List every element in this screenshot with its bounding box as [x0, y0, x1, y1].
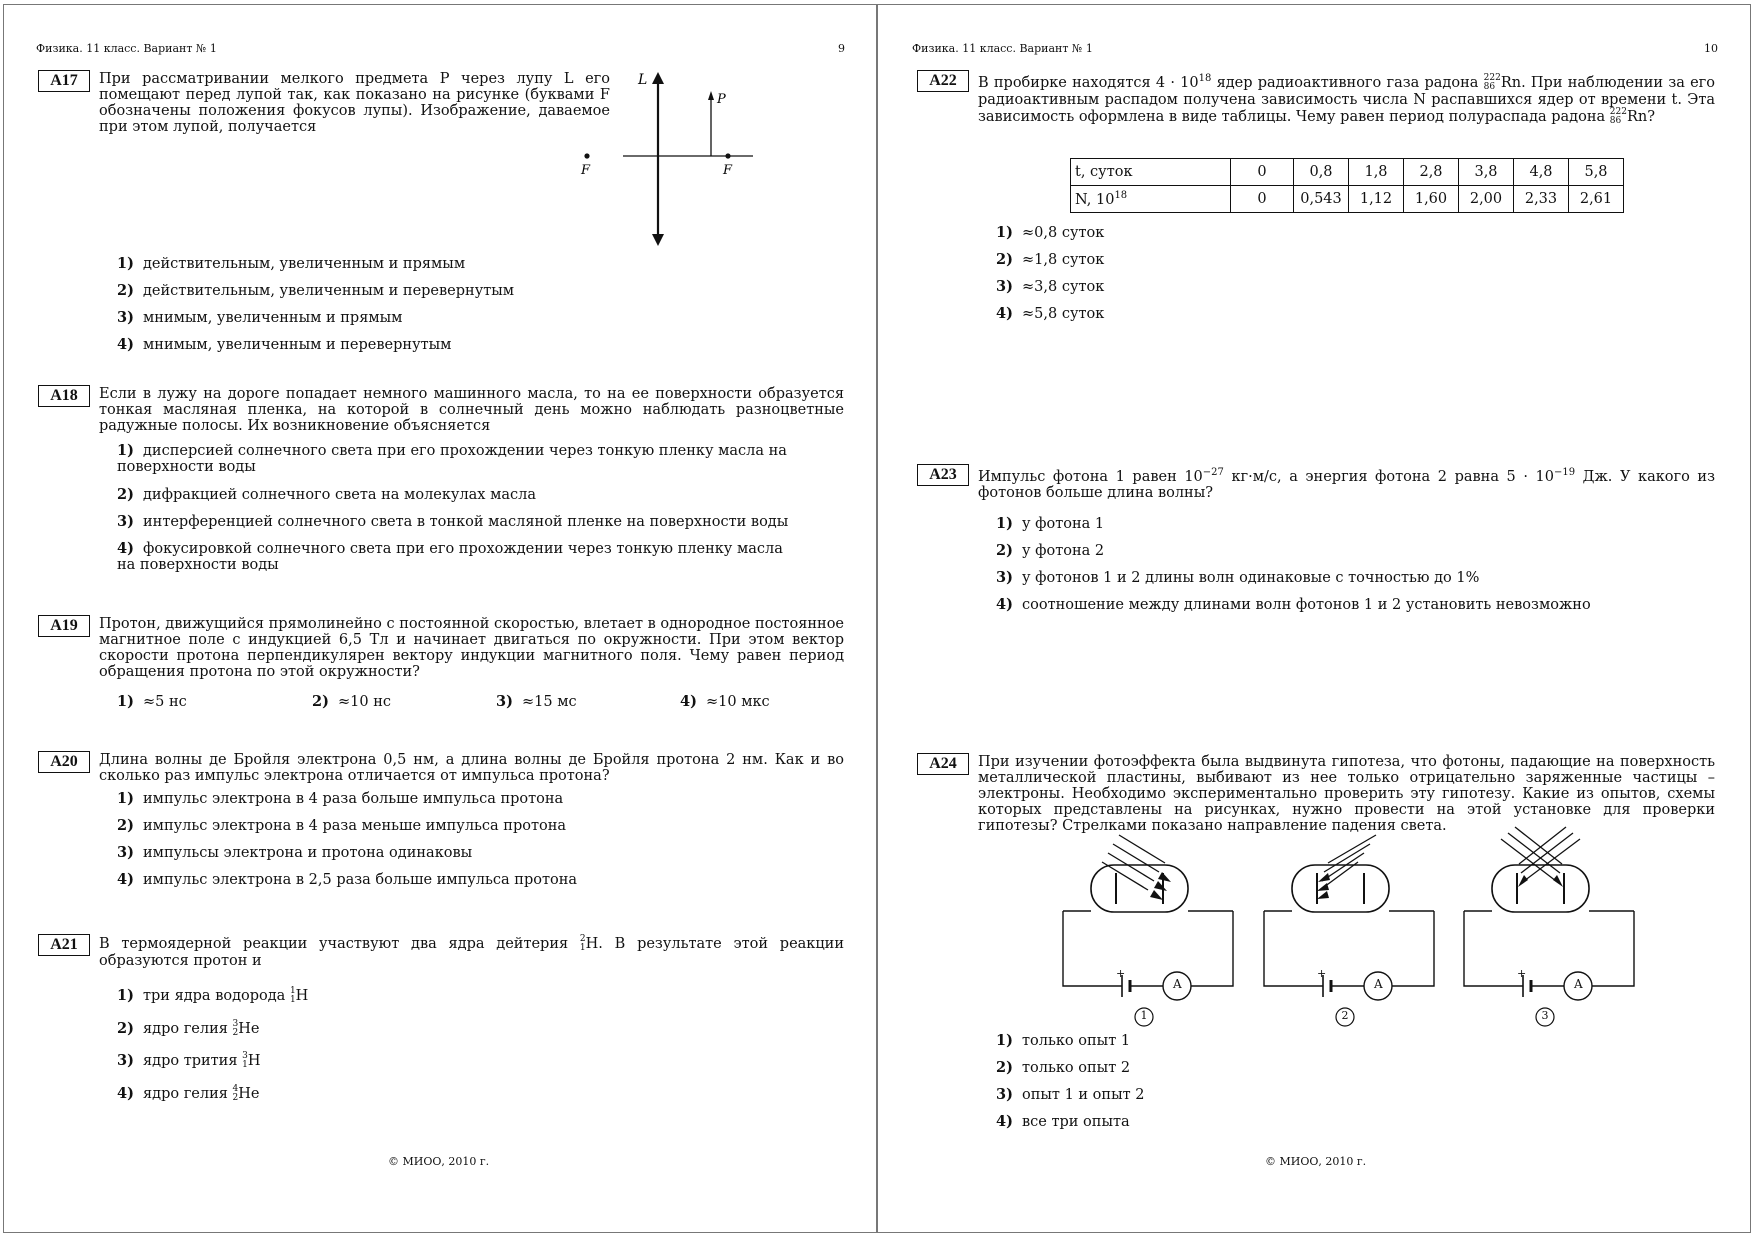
light-ray: [1102, 862, 1148, 890]
focus-right-label: F: [723, 163, 733, 178]
question-label: A21: [38, 934, 90, 956]
option-1[interactable]: 1) только опыт 1: [996, 1032, 1131, 1049]
scheme-number: 1: [1140, 1009, 1148, 1022]
option-4[interactable]: 4) мнимым, увеличенным и перевернутым: [117, 336, 452, 353]
focus-right-point: [725, 153, 730, 158]
ray-arrowhead: [1518, 875, 1528, 887]
ray-arrowhead: [1553, 875, 1563, 887]
option-4[interactable]: 4) ядро гелия 4 2 He: [117, 1084, 260, 1103]
cell: 2,61: [1569, 186, 1624, 213]
ammeter-label: A: [1574, 977, 1583, 991]
question-text: При изучении фотоэффекта была выдвинута гипотеза, что фотоны, падающие на поверхность металлической пластины, выбивают из нее только отрицательно заряженные частицы – электроны. Необходимо экспериментально проверить эту гипотезу. Какие из опытов, схемы которых представлены на рисунках, нужно провести на этой установке для проверки гипотезы? Стрелками показано направление падения света.: [978, 754, 1715, 834]
option-2[interactable]: 2) у фотона 2: [996, 542, 1105, 559]
option-3[interactable]: 3) мнимым, увеличенным и прямым: [117, 309, 403, 326]
question-text: Если в лужу на дороге попадает немного машинного масла, то на ее поверхности образуется тонкая масляная пленка, на которой в солнечный день можно наблюдать разноцветные радужные полосы. Их возникновение объясняется: [99, 386, 844, 434]
question-a19: [38, 615, 848, 715]
ray-arrowhead: [1318, 873, 1330, 882]
header-title: Физика. 11 класс. Вариант № 1: [912, 42, 1093, 55]
ray-arrowhead: [1158, 872, 1171, 882]
footer: © МИОО, 2010 г.: [388, 1155, 490, 1168]
page-10: [877, 4, 1751, 1233]
photocell-tube: [1292, 865, 1389, 912]
photocell-tube: [1492, 865, 1589, 912]
option-4[interactable]: 4) ≈5,8 суток: [996, 305, 1105, 322]
ray-arrowhead: [1317, 891, 1329, 899]
option-3[interactable]: 3) интерференцией солнечного света в тонкой масляной пленке на поверхности воды: [117, 513, 789, 530]
light-ray: [1113, 844, 1159, 872]
option-1[interactable]: 1) дисперсией солнечного света при его прохождении через тонкую пленку масла на поверхности воды: [117, 442, 787, 475]
question-text: В пробирке находятся $4 \cdot 10^{18}$ ядер радиоактивного газа радона 222 86 Rn. При наблюдении за его радиоактивным распадом получена зависимость числа N распавшихся ядер от времени t. Эта зависимость оформлена в виде таблицы. Чему равен период полураспада радона 222 86 Rn?: [978, 72, 1715, 126]
option-4[interactable]: 4) соотношение между длинами волн фотонов 1 и 2 установить невозможно: [996, 596, 1591, 613]
question-a21: [38, 934, 848, 1114]
option-1[interactable]: 1) ≈5 нс: [117, 693, 187, 710]
cell: 0,543: [1294, 186, 1349, 213]
option-2[interactable]: 2) дифракцией солнечного света на молекулах масла: [117, 486, 536, 503]
focus-left-label: F: [581, 163, 591, 178]
light-ray: [1119, 835, 1165, 863]
wire: [1392, 911, 1434, 986]
cell: 2,00: [1459, 186, 1514, 213]
ammeter-label: A: [1173, 977, 1182, 991]
lens-figure: [38, 70, 848, 230]
option-2[interactable]: 2) ≈1,8 суток: [996, 251, 1105, 268]
option-4[interactable]: 4) импульс электрона в 2,5 раза больше импульса протона: [117, 871, 578, 888]
option-4[interactable]: 4) все три опыта: [996, 1113, 1130, 1130]
question-label: A18: [38, 385, 90, 407]
ammeter-label: A: [1374, 977, 1383, 991]
battery-plus-label: +: [1116, 967, 1126, 980]
battery-plus-label: +: [1317, 967, 1327, 980]
option-2[interactable]: 2) ≈10 нс: [312, 693, 391, 710]
wire: [1592, 911, 1634, 986]
question-label: A23: [917, 464, 969, 486]
question-label: A20: [38, 751, 90, 773]
cell: 4,8: [1514, 159, 1569, 186]
ray-arrowhead: [1150, 890, 1163, 900]
cell: 1,60: [1404, 186, 1459, 213]
lens-label: L: [638, 72, 648, 88]
light-ray: [1524, 839, 1580, 881]
light-ray: [1501, 839, 1556, 881]
cell: 0,8: [1294, 159, 1349, 186]
option-1[interactable]: 1) импульс электрона в 4 раза больше импульса протона: [117, 790, 564, 807]
cell: 1,12: [1349, 186, 1404, 213]
question-a20: [38, 751, 848, 901]
option-2[interactable]: 2) ядро гелия 3 2 He: [117, 1019, 260, 1038]
question-text: Длина волны де Бройля электрона 0,5 нм, а длина волны де Бройля протона 2 нм. Как и во сколько раз импульс электрона отличается от импульса протона?: [99, 752, 844, 784]
page-number: 10: [1704, 42, 1718, 55]
light-ray: [1324, 844, 1370, 872]
table-row: [1071, 159, 1624, 186]
question-text: Протон, движущийся прямолинейно с постоянной скоростью, влетает в однородное постоянное магнитное поле с индукцией 6,5 Тл и начинает двигаться по окружности. При этом вектор скорости протона перпендикулярен вектору индукции магнитного поля. Чему равен период обращения протона по этой окружности?: [99, 616, 845, 680]
option-2[interactable]: 2) только опыт 2: [996, 1059, 1131, 1076]
decay-table: [1070, 158, 1624, 213]
option-4[interactable]: 4) фокусировкой солнечного света при его прохождении через тонкую пленку масла на поверхности воды: [117, 540, 783, 573]
scheme-number: 2: [1341, 1009, 1349, 1022]
circuit-1: [1063, 835, 1233, 1026]
light-ray: [1108, 853, 1154, 881]
object-arrow-head: [708, 91, 714, 100]
option-1[interactable]: 1) у фотона 1: [996, 515, 1105, 532]
question-a23: [917, 464, 1727, 614]
light-ray: [1519, 827, 1566, 864]
circuit-3: [1464, 827, 1634, 1026]
lens-arrow-top: [652, 72, 664, 84]
question-text: Импульс фотона 1 равен $10^{-27}$ кг·м/с, а энергия фотона 2 равна $5 \cdot 10^{-19}$ Дж. У какого из фотонов больше длина волны?: [978, 467, 1715, 501]
page-number: 9: [838, 42, 845, 55]
option-3[interactable]: 3) импульсы электрона и протона одинаковы: [117, 844, 473, 861]
light-ray: [1521, 833, 1573, 873]
option-1[interactable]: 1) ≈0,8 суток: [996, 224, 1105, 241]
footer: © МИОО, 2010 г.: [1265, 1155, 1367, 1168]
object-label: P: [717, 92, 726, 107]
option-1[interactable]: 1) три ядра водорода 1 1 H: [117, 986, 309, 1005]
cell: 2,33: [1514, 186, 1569, 213]
battery-plus-label: +: [1517, 967, 1527, 980]
option-2[interactable]: 2) действительным, увеличенным и перевернутым: [117, 282, 515, 299]
ray-arrowhead: [1154, 881, 1167, 891]
question-text: При рассматривании мелкого предмета P через лупу L его помещают перед лупой так, как показано на рисунке (буквами F обозначены положения фокусов лупы). Изображение, даваемое при этом лупой, получается: [99, 71, 610, 135]
focus-left-point: [584, 153, 589, 158]
question-a17: [38, 70, 848, 353]
question-a18: [38, 385, 848, 575]
cell: 5,8: [1569, 159, 1624, 186]
table-row: [1071, 186, 1624, 213]
option-3[interactable]: 3) ≈3,8 суток: [996, 278, 1105, 295]
cell: 0: [1231, 186, 1294, 213]
wire: [1264, 911, 1323, 986]
cell: 0: [1231, 159, 1294, 186]
option-1[interactable]: 1) действительным, увеличенным и прямым: [117, 255, 466, 272]
question-a22: [917, 70, 1727, 340]
question-label: A19: [38, 615, 90, 637]
question-a24: [917, 753, 1727, 1133]
option-4[interactable]: 4) ≈10 мкс: [680, 693, 770, 710]
cell: 3,8: [1459, 159, 1514, 186]
lens-arrow-bottom: [652, 234, 664, 246]
question-label: A22: [917, 70, 969, 92]
row-header: N, $10^{18}$: [1071, 186, 1231, 213]
page-9: [3, 4, 877, 1233]
wire: [1191, 911, 1233, 986]
option-2[interactable]: 2) импульс электрона в 4 раза меньше импульса протона: [117, 817, 567, 834]
cell: 2,8: [1404, 159, 1459, 186]
option-3[interactable]: 3) у фотонов 1 и 2 длины волн одинаковые с точностью до 1%: [996, 569, 1480, 586]
option-3[interactable]: 3) опыт 1 и опыт 2: [996, 1086, 1145, 1103]
header-title: Физика. 11 класс. Вариант № 1: [36, 42, 217, 55]
question-label: A17: [38, 70, 90, 92]
ray-arrowhead: [1317, 883, 1329, 891]
scheme-number: 3: [1541, 1009, 1549, 1022]
option-3[interactable]: 3) ≈15 мс: [496, 693, 577, 710]
row-header: t, суток: [1071, 159, 1231, 186]
circuit-2: [1264, 835, 1434, 1026]
wire: [1464, 911, 1523, 986]
question-label: A24: [917, 753, 969, 775]
light-ray: [1328, 835, 1376, 863]
wire: [1063, 911, 1122, 986]
circuits-figure: [917, 753, 1727, 1033]
question-text: В термоядерной реакции участвуют два ядра дейтерия 2 1 H. В результате этой реакции образуются протон и: [99, 934, 845, 969]
cell: 1,8: [1349, 159, 1404, 186]
option-3[interactable]: 3) ядро трития 3 1 H: [117, 1051, 261, 1070]
